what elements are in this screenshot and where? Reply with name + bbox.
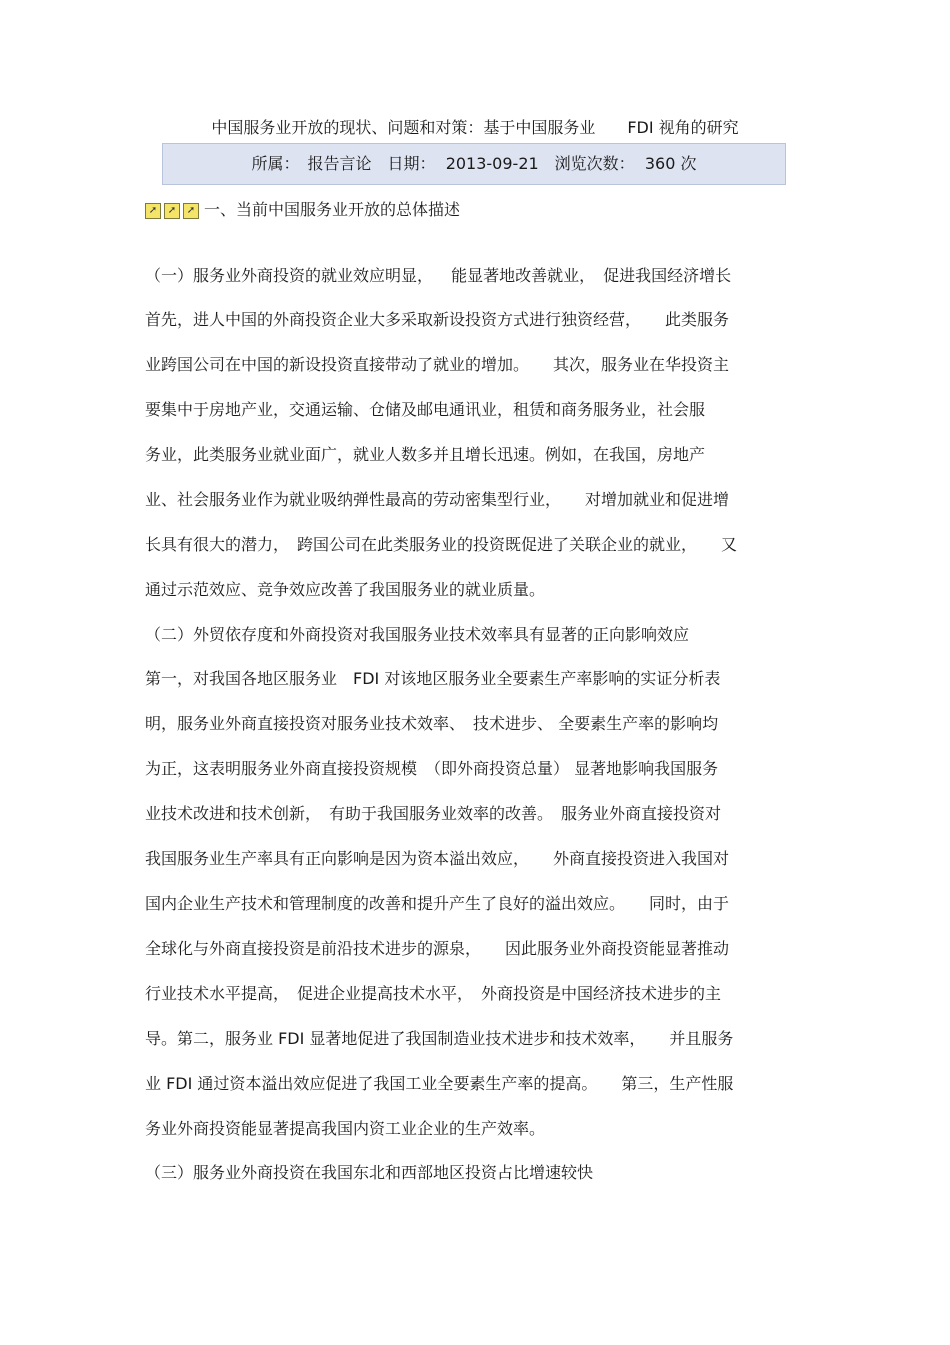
subsection-heading-1: （一）服务业外商投资的就业效应明显， 能显著地改善就业， 促进我国经济增长 bbox=[145, 266, 732, 285]
paragraph-line: 导。第二，服务业 FDI 显著地促进了我国制造业技术进步和技术效率， 并且服务 bbox=[145, 1029, 734, 1048]
subsection-heading-3: （三）服务业外商投资在我国东北和西部地区投资占比增速较快 bbox=[145, 1163, 594, 1182]
paragraph-line: 业技术改进和技术创新， 有助于我国服务业效率的改善。 服务业外商直接投资对 bbox=[145, 804, 722, 823]
arrow-icon: ➚ bbox=[183, 203, 199, 219]
paragraph-1 bbox=[145, 297, 810, 612]
subsection-heading-2: （二）外贸依存度和外商投资对我国服务业技术效率具有显著的正向影响效应 bbox=[145, 625, 690, 644]
paragraph-line: 第一，对我国各地区服务业 FDI 对该地区服务业全要素生产率影响的实证分析表 bbox=[145, 669, 721, 688]
paragraph-line: 我国服务业生产率具有正向影响是因为资本溢出效应， 外商直接投资进入我国对 bbox=[145, 849, 730, 868]
paragraph-line: 要集中于房地产业，交通运输、仓储及邮电通讯业，租赁和商务服务业，社会服 bbox=[145, 400, 706, 419]
paragraph-line: 长具有很大的潜力， 跨国公司在此类服务业的投资既促进了关联企业的就业， 又 bbox=[145, 535, 738, 554]
section-heading bbox=[145, 198, 460, 222]
paragraph-2 bbox=[145, 656, 810, 1151]
paragraph-line: 首先，进人中国的外商投资企业大多采取新设投资方式进行独资经营， 此类服务 bbox=[145, 310, 730, 329]
section-heading-text: 一、当前中国服务业开放的总体描述 bbox=[204, 200, 461, 219]
paragraph-line: 明，服务业外商直接投资对服务业技术效率、 技术进步、 全要素生产率的影响均 bbox=[145, 714, 719, 733]
paragraph-line: 业、社会服务业作为就业吸纳弹性最高的劳动密集型行业， 对增加就业和促进增 bbox=[145, 490, 730, 509]
arrow-icon: ➚ bbox=[145, 203, 161, 219]
paragraph-line: 务业外商投资能显著提高我国内资工业企业的生产效率。 bbox=[145, 1119, 546, 1138]
paragraph-line: 全球化与外商直接投资是前沿技术进步的源泉， 因此服务业外商投资能显著推动 bbox=[145, 939, 730, 958]
paragraph-line: 国内企业生产技术和管理制度的改善和提升产生了良好的溢出效应。 同时，由于 bbox=[145, 894, 730, 913]
paragraph-line: 行业技术水平提高， 促进企业提高技术水平， 外商投资是中国经济技术进步的主 bbox=[145, 984, 722, 1003]
arrow-icon: ➚ bbox=[164, 203, 180, 219]
paragraph-line: 业 FDI 通过资本溢出效应促进了我国工业全要素生产率的提高。 第三，生产性服 bbox=[145, 1074, 734, 1093]
article-meta-bar: 所属： 报告言论 日期： 2013-09-21 浏览次数： 360 次 bbox=[162, 143, 786, 185]
paragraph-line: 务业，此类服务业就业面广，就业人数多并且增长迅速。例如，在我国，房地产 bbox=[145, 445, 706, 464]
paragraph-line: 为正，这表明服务业外商直接投资规模 （即外商投资总量） 显著地影响我国服务 bbox=[145, 759, 719, 778]
paragraph-line: 通过示范效应、竞争效应改善了我国服务业的就业质量。 bbox=[145, 580, 546, 599]
bullet-icons bbox=[145, 199, 202, 223]
paragraph-line: 业跨国公司在中国的新设投资直接带动了就业的增加。 其次，服务业在华投资主 bbox=[145, 355, 730, 374]
article-title: 中国服务业开放的现状、问题和对策：基于中国服务业 FDI 视角的研究 bbox=[211, 118, 739, 137]
